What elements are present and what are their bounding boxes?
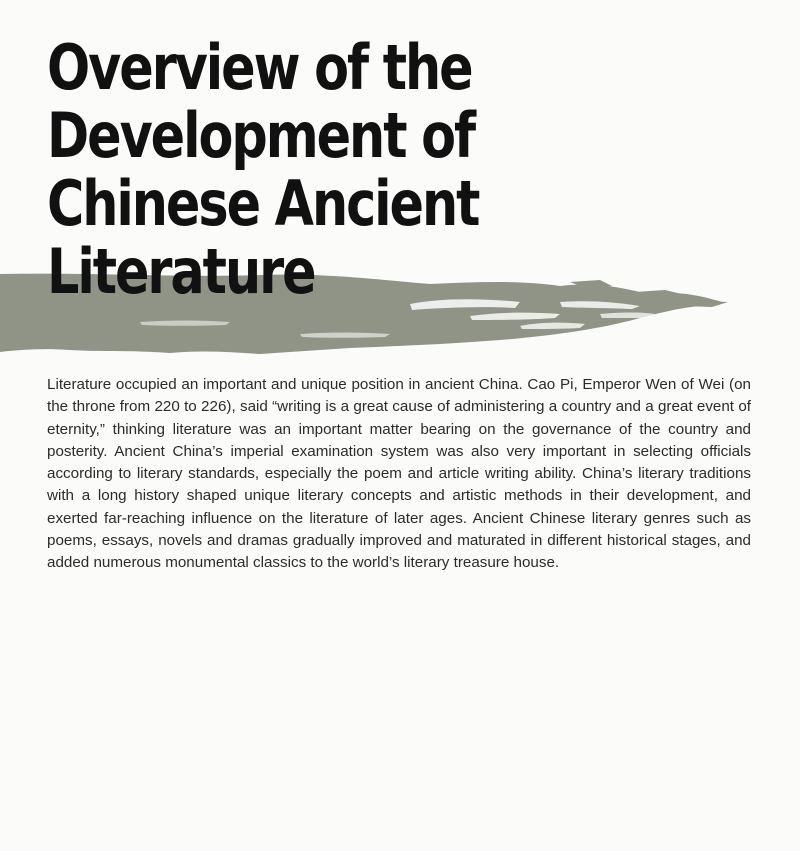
title-line-2: Development of <box>47 99 475 172</box>
page-title <box>47 31 637 308</box>
title-line-3: Chinese Ancient <box>47 167 479 240</box>
title-line-1: Overview of the <box>47 31 472 104</box>
body-paragraph: Literature occupied an important and unique position in ancient China. Cao Pi, Emperor Wen of Wei (on the throne from 220 to 226), said “writing is a great cause of administering a country and a great event of eternity,” thinking literature was an important matter bearing on the governance of the country and posterity. Ancient China’s imperial examination system was also very important in selecting officials according to literary standards, especially the poem and article writing ability. China’s literary traditions with a long history shaped unique literary concepts and artistic methods in their development, and exerted far-reaching influence on the literature of later ages. Ancient Chinese literary genres such as poems, essays, novels and dramas gradually improved and maturated in different historical stages, and added numerous monumental classics to the world’s literary treasure house. <box>47 376 751 572</box>
title-line-4: Literature <box>47 235 315 308</box>
